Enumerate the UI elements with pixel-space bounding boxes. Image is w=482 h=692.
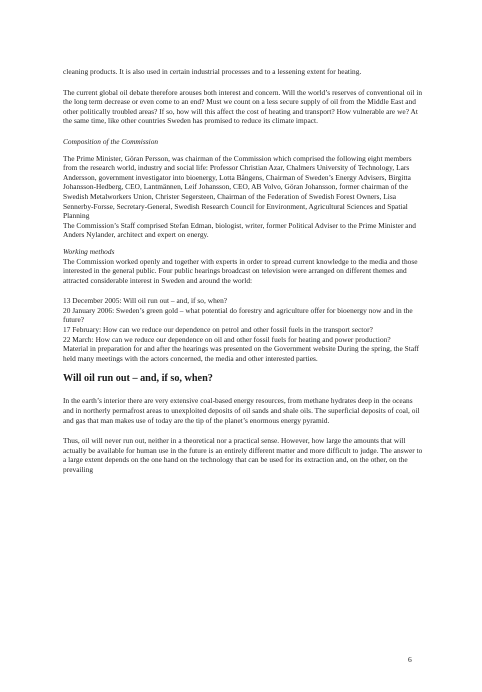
global-debate-paragraph: The current global oil debate therefore arouses both interest and concern. Will the world’s reserves of conventional oil in the long term decrease or even come to an end? Must we count on a less secure supply of oil from the Middle East and other politically troubled areas? If so, how will this affect the cost of heating and transport? How vulnerable are we? At the same time, like other countries Sweden has promised to reduce its climate impact. (63, 87, 423, 126)
working-methods-paragraph: The Commission worked openly and together with experts in order to spread current knowledge to the media and those interested in the general public. Four public hearings broadcast on television were arranged on different themes and attracted considerable interest in Sweden and around the world: (63, 256, 418, 285)
hearing-item: 13 December 2005: Will oil run out – and, if so, when? (63, 296, 228, 306)
working-methods-heading: Working methods (63, 246, 115, 256)
hearing-item: 17 February: How can we reduce our dependence on petrol and other fossil fuels in the transport sector? (63, 325, 373, 335)
hearing-material-note: Material in preparation for and after the hearings was presented on the Government website During the spring, the Staff held many meetings with the actors concerned, the media and other interested parties. (63, 344, 420, 363)
section-heading: Will oil run out – and, if so, when? (63, 373, 213, 385)
page-number: 6 (408, 655, 412, 664)
composition-heading: Composition of the Commission (63, 136, 159, 146)
hearing-item: 20 January 2006: Sweden’s green gold – what potential do forestry and agriculture offer for bioenergy now and in the future? (63, 305, 413, 325)
staff-paragraph: The Commission’s Staff comprised Stefan Edman, biologist, writer, former Political Adviser to the Prime Minister and Anders Nylander, architect and expert on energy. (63, 220, 417, 240)
composition-paragraph: The Prime Minister, Göran Persson, was chairman of the Commission which comprised the following eight members from the research world, industry and social life: Professor Christian Azar, Chalmers University of Technology, Lars Andersson, government investigator into bioenergy, Lotta Bångens, Chairman of Sweden’s Energy Advisers, Birgitta Johansson-Hedberg, CEO, Lantmännen, Leif Johansson, CEO, AB Volvo, Göran Johansson, former chairman of the Swedish Metalworkers Union, Christer Segersteen, Chairman of the Federation of Swedish Forest Owners, Lisa Sennerby-Forsse, Secretary-General, Swedish Research Council for Environment, Agricultural Sciences and Spatial Planning (63, 153, 412, 221)
earth-interior-paragraph: In the earth’s interior there are very extensive coal-based energy resources, from methane hydrates deep in the oceans and in northerly permafrost areas to unexploited deposits of oil sands and shale oils. The superficial deposits of coal, oil and gas that man makes use of today are the tip of the planet’s enormous energy pyramid. (63, 396, 420, 425)
page-content (63, 67, 423, 475)
intro-continuation-paragraph: cleaning products. It is also used in certain industrial processes and to a lessening extent for heating. (63, 67, 362, 76)
hearings-list (63, 296, 423, 363)
never-run-out-paragraph: Thus, oil will never run out, neither in a theoretical nor a practical sense. However, how large the amounts that will actually be available for human use in the future is an entirely different matter and more difficult to judge. The answer to a large extent depends on the one hand on the technology that can be used for its extraction and, on the other, on the prevailing (63, 436, 423, 474)
hearing-item: 22 March: How can we reduce our dependence on oil and other fossil fuels for heating and power production? (63, 334, 391, 344)
